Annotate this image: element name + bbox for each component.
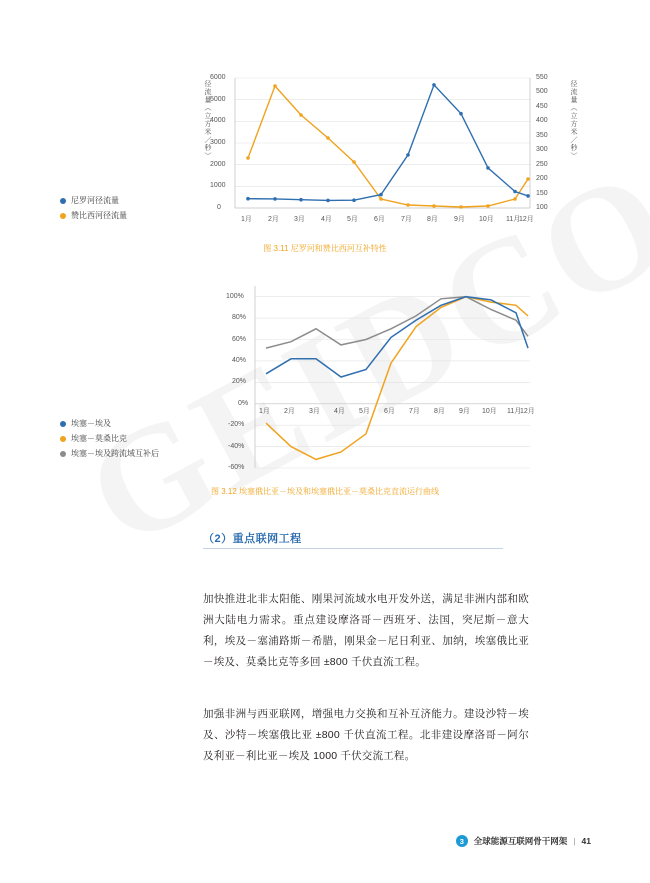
section-heading	[203, 530, 302, 546]
body-paragraph-2: 加强非洲与西亚联网，增强电力交换和互补互济能力。建设沙特－埃及、沙特－埃塞俄比亚 ±800 千伏直流工程。北非建设摩洛哥－阿尔及利亚－利比亚－埃及 1000 千伏交流工程。	[203, 707, 529, 762]
legend-item	[60, 431, 159, 446]
legend-item	[60, 193, 127, 208]
section-heading-rule	[203, 548, 503, 549]
legend-item	[60, 446, 159, 461]
legend-dot-icon	[60, 213, 66, 219]
footer-title: 全球能源互联网骨干网架	[473, 836, 568, 846]
figure-hvdc-curves: 埃塞－埃及 埃塞－莫桑比克 埃塞－埃及跨流域互补后 100% 80% 60% 40% 20% 0% -20% -40% -60% 1月 2月 3月 4月 5月 6月 7月 8月 9月 10月 11月 12月 图 3.12 埃塞俄比亚－埃及和埃塞俄比亚－莫桑比克直流运行曲线	[60, 278, 590, 503]
legend-dot-icon	[60, 451, 66, 457]
figure1-y-left-title: 径流量（立方米／秒）	[204, 80, 211, 160]
legend-label: 埃塞－莫桑比克	[71, 434, 127, 443]
chapter-badge: 3	[456, 835, 468, 847]
legend-dot-icon	[60, 436, 66, 442]
legend-label: 埃塞－埃及	[71, 419, 111, 428]
figure2-caption: 图 3.12 埃塞俄比亚－埃及和埃塞俄比亚－莫桑比克直流运行曲线	[210, 487, 439, 496]
figure1-y-right-title: 径流量（立方米／秒）	[570, 80, 577, 160]
legend-item	[60, 416, 159, 431]
legend-label: 埃塞－埃及跨流域互补后	[71, 449, 159, 458]
legend-item	[60, 208, 127, 223]
figure-nile-zambezi: 尼罗河径流量 赞比西河径流量 径流量（立方米／秒） 径流量（立方米／秒） 6000 5000 4000 3000 2000 1000 0 550 500 450 400 350 300 250 200 150 100 1月 2月 3月 4月 5月 6月 7月 8月 9月 10月 11月 12月 图 3.11 尼罗河和赞比西河互补特性	[60, 68, 590, 273]
figure1-plot	[60, 68, 590, 253]
legend-dot-icon	[60, 421, 66, 427]
legend-dot-icon	[60, 198, 66, 204]
figure1-legend	[60, 193, 127, 223]
legend-label: 赞比西河径流量	[71, 211, 127, 220]
body-paragraph-1: 加快推进北非太阳能、刚果河流域水电开发外送，满足非洲内部和欧洲大陆电力需求。重点建设摩洛哥－西班牙、法国，突尼斯－意大利，埃及－塞浦路斯－希腊，刚果金－尼日利亚、加纳，埃塞俄比亚－埃及、莫桑比克等多回 ±800 千伏直流工程。	[203, 592, 529, 668]
figure1-caption: 图 3.11 尼罗河和赞比西河互补特性	[263, 244, 387, 253]
figure2-legend	[60, 416, 159, 461]
page-footer	[456, 835, 591, 847]
footer-separator: |	[573, 836, 576, 846]
legend-label: 尼罗河径流量	[71, 196, 119, 205]
page-number: 41	[581, 836, 591, 846]
section-heading-text: （2）重点联网工程	[203, 533, 302, 545]
